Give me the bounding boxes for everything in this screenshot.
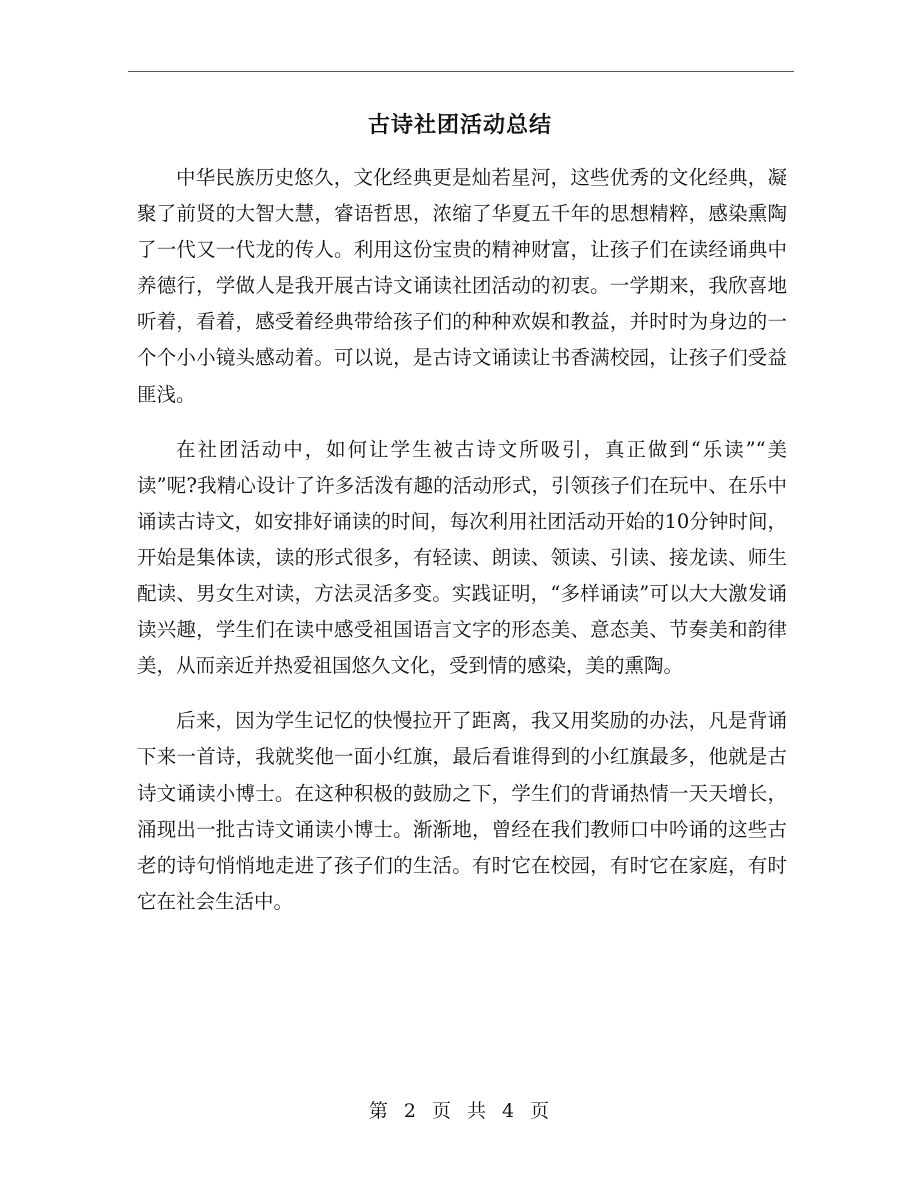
page-number: 第 2 页 共 4 页 [368, 1100, 552, 1122]
paragraph-2: 在社团活动中，如何让学生被古诗文所吸引，真正做到“乐读”“美读”呢?我精心设计了许多活泼有趣的活动形式，引领孩子们在玩中、在乐中诵读古诗文，如安排好诵读的时间，每次利用社团活动开始的10分钟时间，开始是集体读，读的形式很多，有轻读、朗读、领读、引读、接龙读、师生配读、男女生对读，方法灵活多变。实践证明，“多样诵读”可以大大激发诵读兴趣，学生们在读中感受祖国语言文字的形态美、意态美、节奏美和韵律美，从而亲近并热爱祖国悠久文化，受到情的感染，美的熏陶。 [137, 437, 787, 678]
document-title: 古诗社团活动总结 [367, 112, 552, 138]
document-body [137, 160, 787, 939]
paragraph-3: 后来，因为学生记忆的快慢拉开了距离，我又用奖励的办法，凡是背诵下来一首诗，我就奖他一面小红旗，最后看谁得到的小红旗最多，他就是古诗文诵读小博士。在这种积极的鼓励之下，学生们的背诵热情一天天增长，涌现出一批古诗文诵读小博士。渐渐地，曾经在我们教师口中吟诵的这些古老的诗句悄悄地走进了孩子们的生活。有时它在校园，有时它在家庭，有时它在社会生活中。 [137, 709, 787, 913]
paragraph-1: 中华民族历史悠久，文化经典更是灿若星河，这些优秀的文化经典，凝聚了前贤的大智大慧，睿语哲思，浓缩了华夏五千年的思想精粹，感染熏陶了一代又一代龙的传人。利用这份宝贵的精神财富，让孩子们在读经诵典中养德行，学做人是我开展古诗文诵读社团活动的初衷。一学期来，我欣喜地听着，看着，感受着经典带给孩子们的种种欢娱和教益，并时时为身边的一个个小小镜头感动着。可以说，是古诗文诵读让书香满校园，让孩子们受益匪浅。 [137, 166, 787, 406]
header-rule [128, 71, 794, 72]
